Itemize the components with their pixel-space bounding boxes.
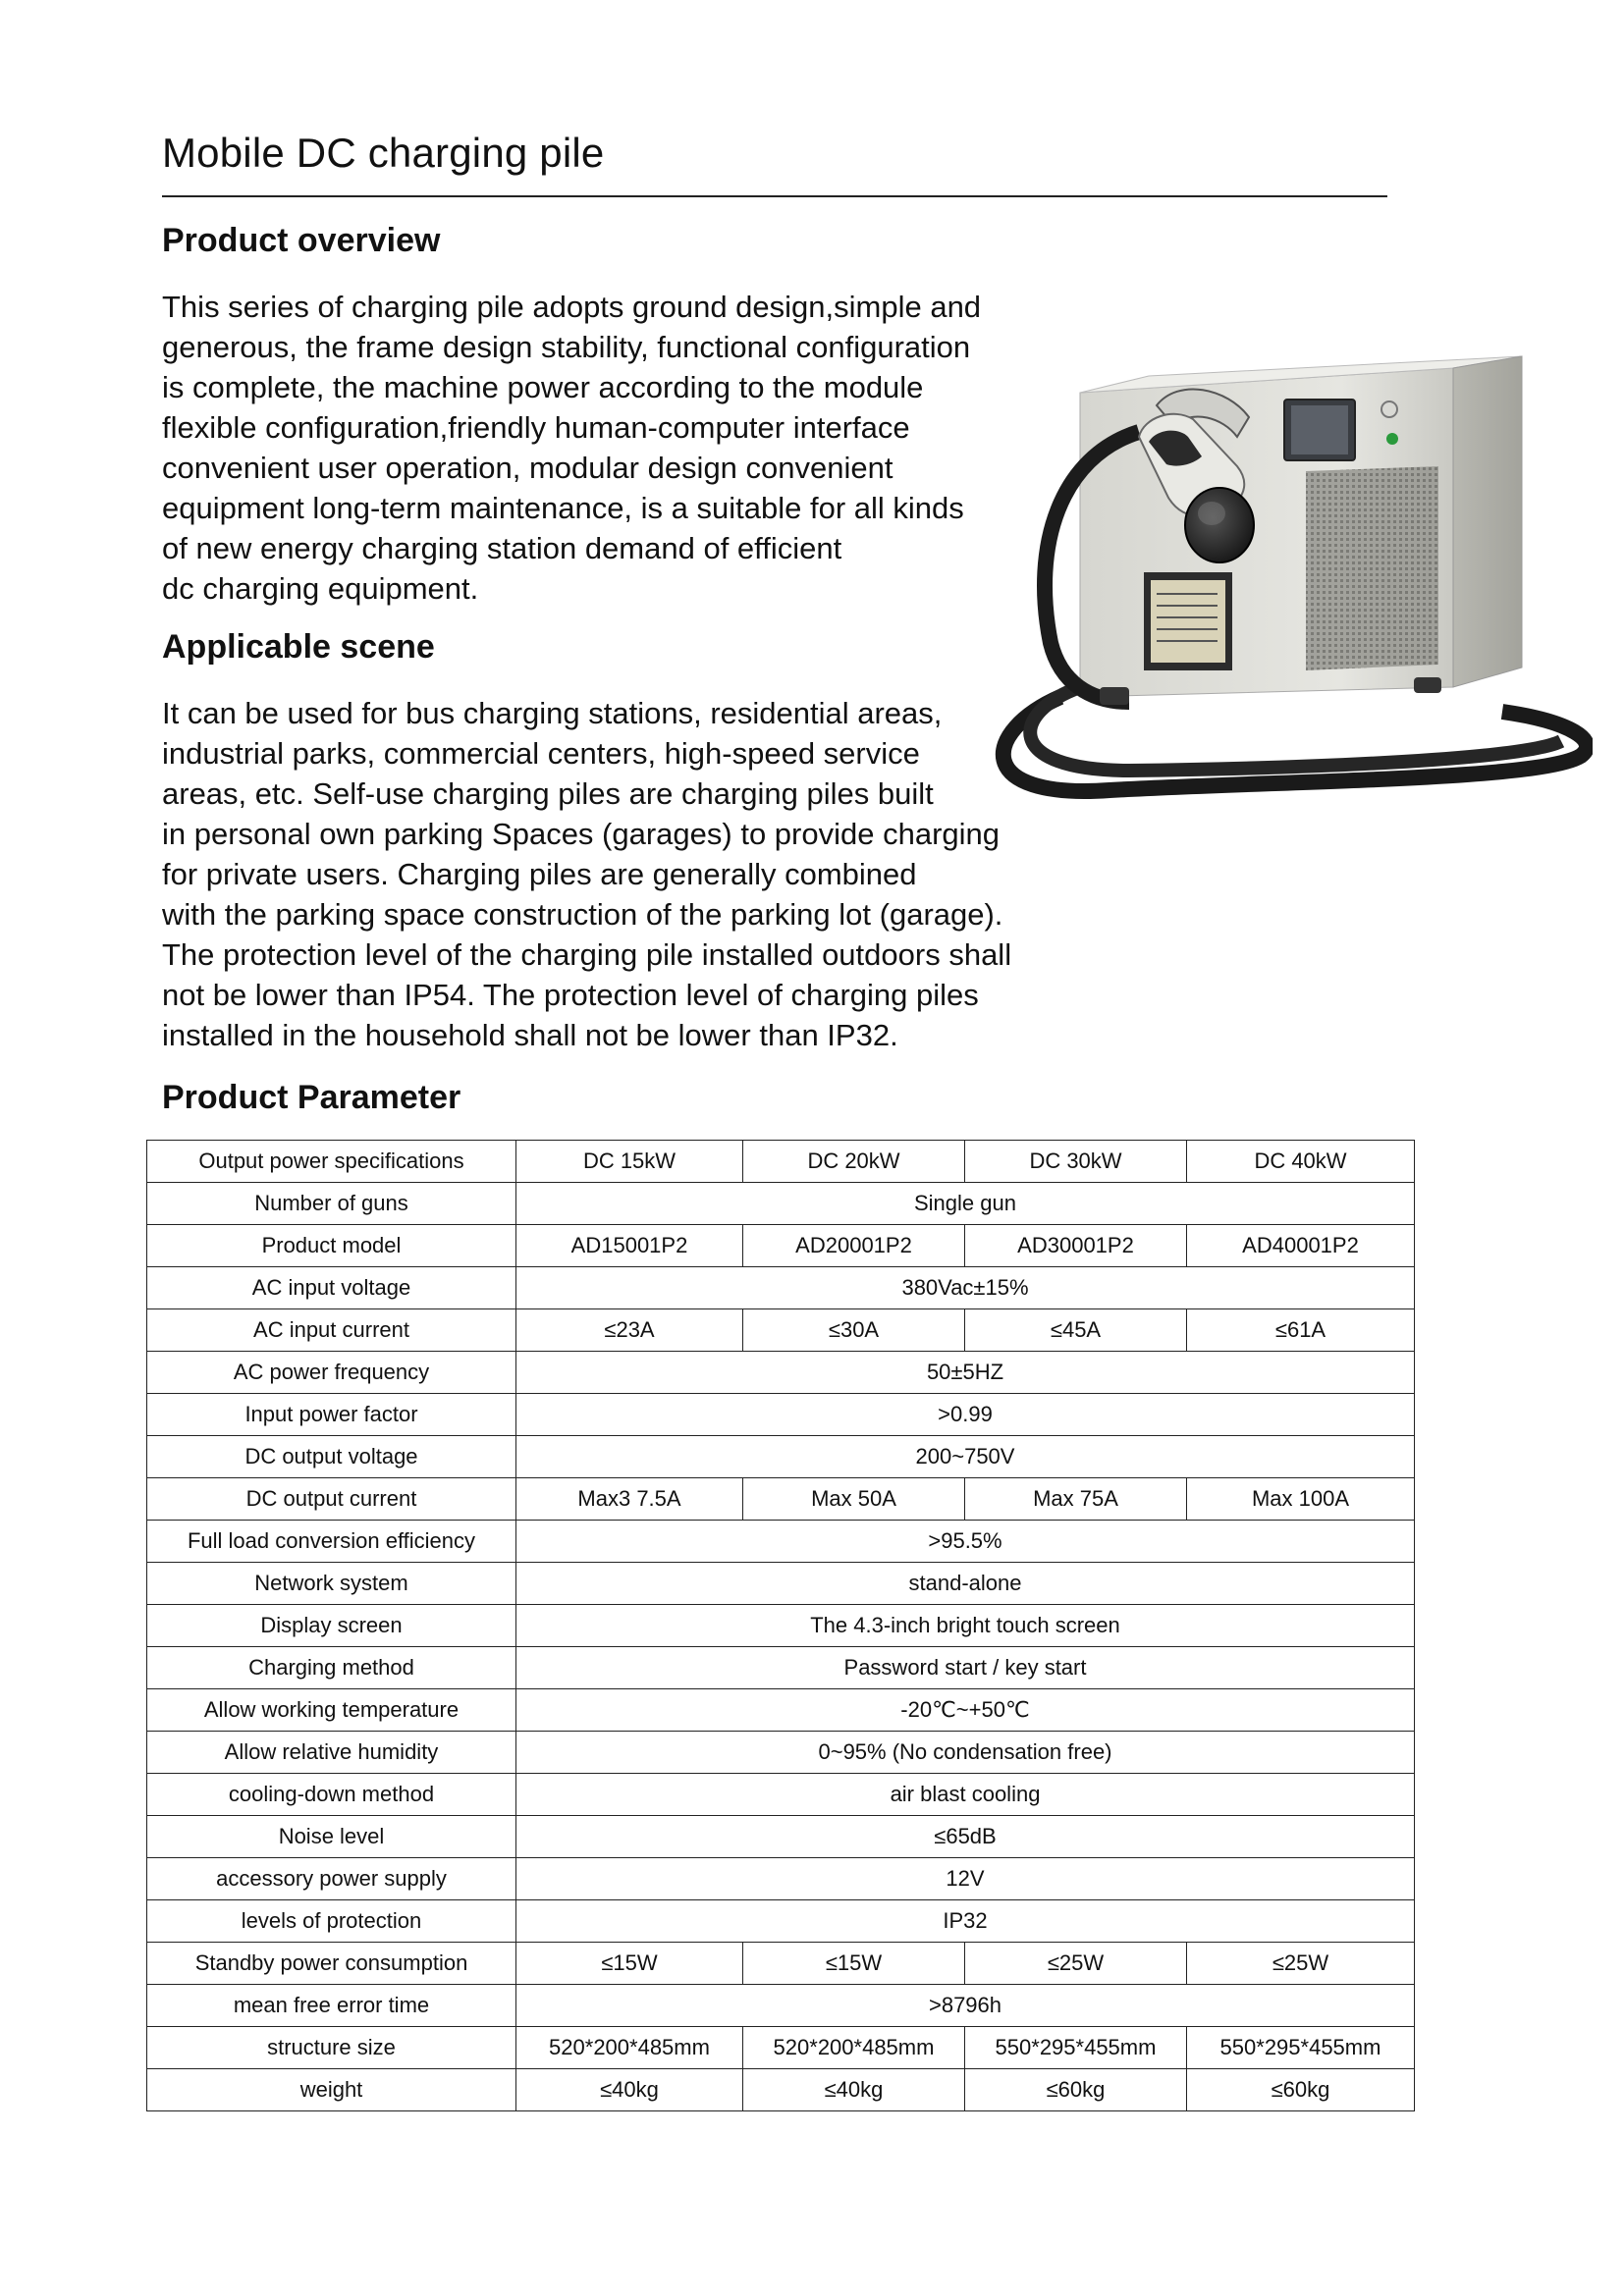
- parameter-value: -20℃~+50℃: [516, 1689, 1415, 1732]
- parameter-value: ≤60kg: [1187, 2069, 1415, 2111]
- parameter-value: air blast cooling: [516, 1774, 1415, 1816]
- table-row: [147, 1689, 1415, 1732]
- parameter-value: ≤40kg: [516, 2069, 743, 2111]
- table-row: [147, 1647, 1415, 1689]
- parameter-label: Display screen: [147, 1605, 516, 1647]
- parameter-value: >8796h: [516, 1985, 1415, 2027]
- table-row: [147, 1141, 1415, 1183]
- table-row: [147, 1267, 1415, 1309]
- table-row: [147, 1732, 1415, 1774]
- parameter-label: Output power specifications: [147, 1141, 516, 1183]
- parameter-label: DC output current: [147, 1478, 516, 1521]
- parameter-value: DC 15kW: [516, 1141, 743, 1183]
- parameter-label: AC input voltage: [147, 1267, 516, 1309]
- parameter-label: Standby power consumption: [147, 1943, 516, 1985]
- parameter-value: Max 100A: [1187, 1478, 1415, 1521]
- parameter-value: ≤25W: [965, 1943, 1187, 1985]
- parameter-value: ≤61A: [1187, 1309, 1415, 1352]
- table-row: [147, 2027, 1415, 2069]
- table-row: [147, 1816, 1415, 1858]
- parameter-value: >95.5%: [516, 1521, 1415, 1563]
- parameter-label: Input power factor: [147, 1394, 516, 1436]
- title-divider: [162, 195, 1387, 197]
- parameter-label: DC output voltage: [147, 1436, 516, 1478]
- scene-heading: Applicable scene: [162, 628, 435, 666]
- parameter-value: Max 50A: [743, 1478, 965, 1521]
- parameter-value: 380Vac±15%: [516, 1267, 1415, 1309]
- parameter-label: mean free error time: [147, 1985, 516, 2027]
- parameter-value: Max 75A: [965, 1478, 1187, 1521]
- parameter-value: stand-alone: [516, 1563, 1415, 1605]
- parameter-value: Max3 7.5A: [516, 1478, 743, 1521]
- parameter-value: IP32: [516, 1900, 1415, 1943]
- parameter-table: [146, 1140, 1415, 2111]
- table-row: [147, 1309, 1415, 1352]
- table-row: [147, 1985, 1415, 2027]
- parameter-value: AD20001P2: [743, 1225, 965, 1267]
- parameter-label: Charging method: [147, 1647, 516, 1689]
- parameter-value: AD15001P2: [516, 1225, 743, 1267]
- overview-paragraph: This series of charging pile adopts ground design,simple and generous, the frame design stability, functional configuration is complete, the machine power according to the module flexible configuration,friendly human-computer interface convenient user operation, modular design convenient equipment long-term maintenance, is a suitable for all kinds of new energy charging station demand of efficient dc charging equipment.: [162, 290, 982, 606]
- parameter-value: 0~95% (No condensation free): [516, 1732, 1415, 1774]
- parameter-label: AC input current: [147, 1309, 516, 1352]
- parameter-value: 200~750V: [516, 1436, 1415, 1478]
- parameter-value: ≤45A: [965, 1309, 1187, 1352]
- parameter-value: 12V: [516, 1858, 1415, 1900]
- parameter-value: ≤40kg: [743, 2069, 965, 2111]
- parameter-label: AC power frequency: [147, 1352, 516, 1394]
- parameter-value: >0.99: [516, 1394, 1415, 1436]
- parameter-label: Full load conversion efficiency: [147, 1521, 516, 1563]
- table-row: [147, 1478, 1415, 1521]
- table-row: [147, 2069, 1415, 2111]
- parameter-value: 550*295*455mm: [1187, 2027, 1415, 2069]
- parameter-label: Noise level: [147, 1816, 516, 1858]
- parameter-label: Number of guns: [147, 1183, 516, 1225]
- parameter-value: DC 20kW: [743, 1141, 965, 1183]
- parameter-value: 520*200*485mm: [743, 2027, 965, 2069]
- parameter-label: Product model: [147, 1225, 516, 1267]
- parameter-value: ≤25W: [1187, 1943, 1415, 1985]
- table-row: [147, 1183, 1415, 1225]
- parameter-label: structure size: [147, 2027, 516, 2069]
- parameter-value: 520*200*485mm: [516, 2027, 743, 2069]
- parameter-heading: Product Parameter: [162, 1079, 461, 1116]
- parameter-value: ≤65dB: [516, 1816, 1415, 1858]
- page-title: Mobile DC charging pile: [162, 130, 605, 176]
- table-row: [147, 1436, 1415, 1478]
- table-row: [147, 1774, 1415, 1816]
- parameter-value: AD40001P2: [1187, 1225, 1415, 1267]
- parameter-label: cooling-down method: [147, 1774, 516, 1816]
- parameter-label: Allow relative humidity: [147, 1732, 516, 1774]
- overview-heading: Product overview: [162, 222, 441, 259]
- table-row: [147, 1943, 1415, 1985]
- table-row: [147, 1900, 1415, 1943]
- table-row: [147, 1605, 1415, 1647]
- parameter-value: Password start / key start: [516, 1647, 1415, 1689]
- parameter-value: The 4.3-inch bright touch screen: [516, 1605, 1415, 1647]
- parameter-value: ≤23A: [516, 1309, 743, 1352]
- table-row: [147, 1352, 1415, 1394]
- parameter-value: ≤60kg: [965, 2069, 1187, 2111]
- parameter-value: AD30001P2: [965, 1225, 1187, 1267]
- parameter-value: DC 40kW: [1187, 1141, 1415, 1183]
- charging-pile-photo: [992, 348, 1593, 800]
- parameter-value: DC 30kW: [965, 1141, 1187, 1183]
- table-row: [147, 1394, 1415, 1436]
- parameter-label: weight: [147, 2069, 516, 2111]
- parameter-value: ≤30A: [743, 1309, 965, 1352]
- parameter-label: Allow working temperature: [147, 1689, 516, 1732]
- table-row: [147, 1225, 1415, 1267]
- parameter-value: Single gun: [516, 1183, 1415, 1225]
- parameter-value: 550*295*455mm: [965, 2027, 1187, 2069]
- parameter-label: accessory power supply: [147, 1858, 516, 1900]
- parameter-value: ≤15W: [743, 1943, 965, 1985]
- parameter-value: 50±5HZ: [516, 1352, 1415, 1394]
- scene-paragraph: It can be used for bus charging stations, residential areas, industrial parks, commercial centers, high-speed service areas, etc. Self-use charging piles are charging piles built in personal own parking Spaces (garages) to provide charging for private users. Charging piles are generally combined with the parking space construction of the parking lot (garage). The protection level of the charging pile installed outdoors shall not be lower than IP54. The protection level of charging piles installed in the household shall not be lower than IP32.: [162, 696, 1012, 1052]
- table-row: [147, 1858, 1415, 1900]
- parameter-label: Network system: [147, 1563, 516, 1605]
- parameter-label: levels of protection: [147, 1900, 516, 1943]
- table-row: [147, 1563, 1415, 1605]
- table-row: [147, 1521, 1415, 1563]
- parameter-value: ≤15W: [516, 1943, 743, 1985]
